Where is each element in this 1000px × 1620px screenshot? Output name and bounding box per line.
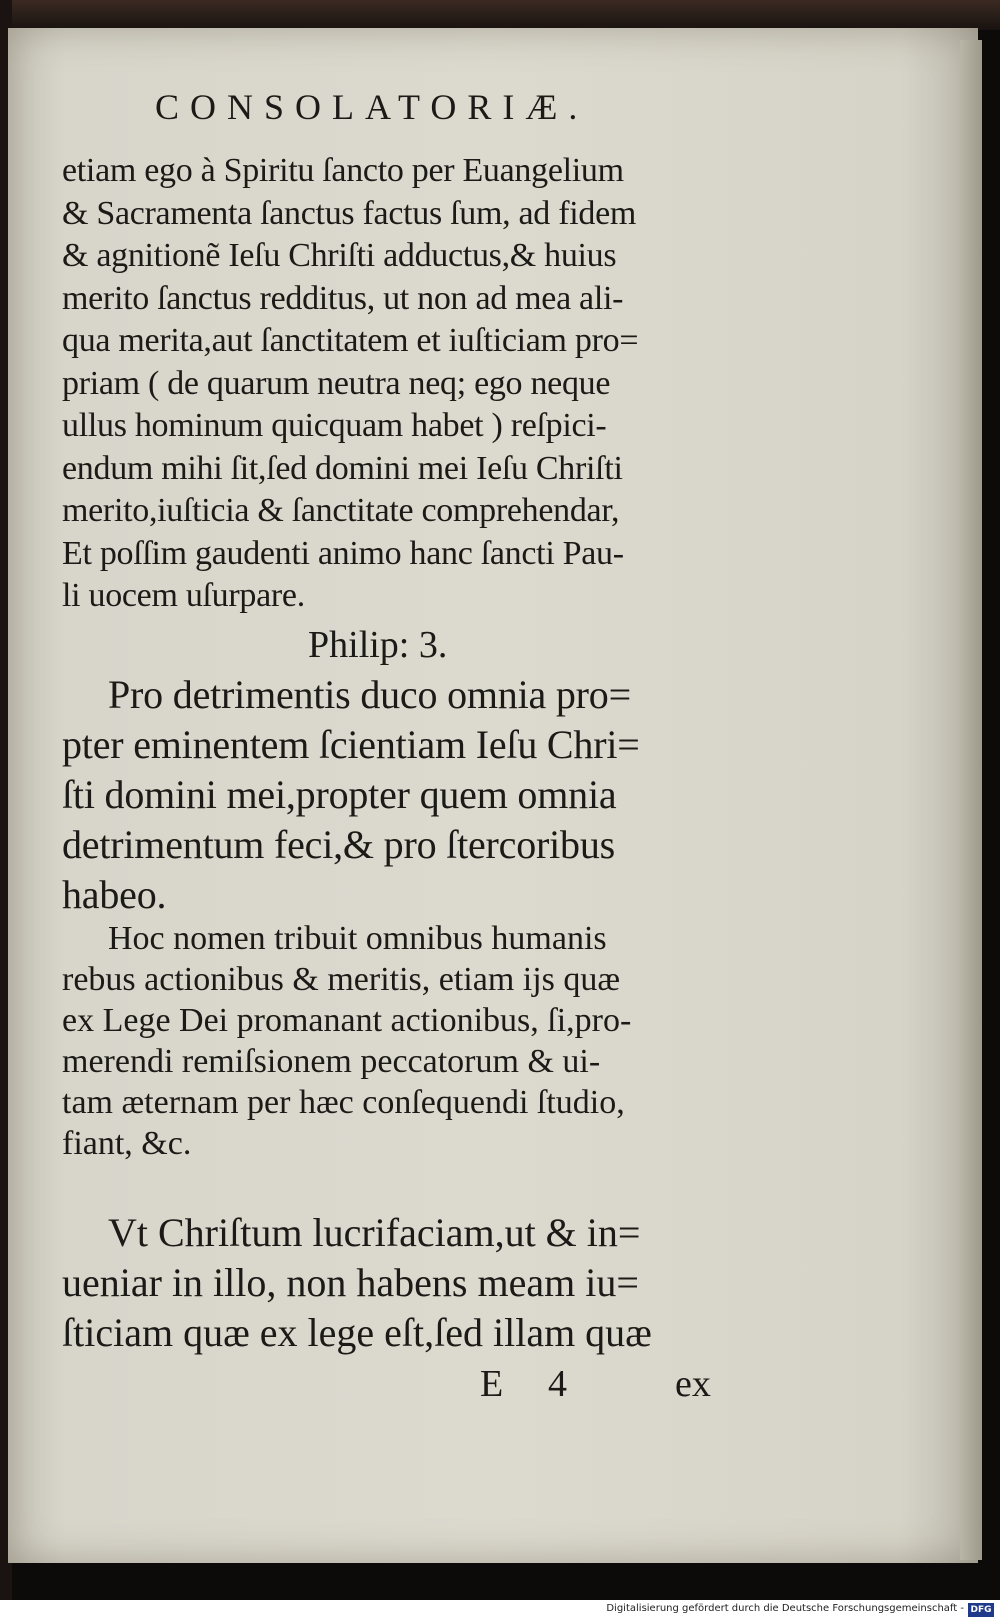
book-top-edge: [0, 0, 1000, 30]
quote-line: habeo.: [62, 872, 167, 917]
quote-line: Vt Chriſtum lucrifaciam,ut & in=: [108, 1210, 641, 1255]
body-line: merito ſanctus redditus, ut non ad mea ali-: [62, 279, 624, 317]
quote-line: pter eminentem ſcientiam Ieſu Chri=: [62, 722, 640, 767]
body-line: merito,iuſticia & ſanctitate comprehendar,: [62, 492, 620, 529]
commentary-line: merendi remiſsionem peccatorum & ui-: [62, 1043, 601, 1080]
quote-line: Pro detrimentis duco omnia pro=: [108, 672, 631, 717]
signature-mark-number: 4: [548, 1363, 567, 1405]
running-head: CONSOLATORIÆ.: [155, 87, 589, 127]
catchword: ex: [675, 1363, 711, 1405]
commentary-line: tam æternam per hæc conſequendi ſtudio,: [62, 1084, 625, 1121]
dfg-logo: DFG: [968, 1603, 994, 1617]
funding-credit: Digitalisierung gefördert durch die Deutsche Forschungsgemeinschaft -: [606, 1603, 964, 1614]
body-line: ullus hominum quicquam habet ) reſpici-: [62, 407, 607, 444]
body-line: etiam ego à Spiritu ſancto per Euangelium: [62, 152, 624, 189]
body-paragraph: [62, 150, 722, 618]
scripture-quote: [62, 670, 722, 920]
second-scripture-quote: [62, 1208, 722, 1358]
commentary-line: ex Lege Dei promanant actionibus, ſi,pro-: [62, 1002, 632, 1039]
body-line: li uocem uſurpare.: [62, 577, 305, 614]
quote-line: ueniar in illo, non habens meam iu=: [62, 1260, 639, 1305]
body-line: Et poſſim gaudenti animo hanc ſancti Pau-: [62, 534, 624, 572]
body-line: qua merita,aut ſanctitatem et iuſticiam pro=: [62, 322, 639, 359]
quote-line: ſti domini mei,propter quem omnia: [62, 772, 617, 817]
body-line: priam ( de quarum neutra neq; ego neque: [62, 364, 611, 402]
body-line: endum mihi ſit,ſed domini mei Ieſu Chriſti: [62, 449, 623, 487]
quote-line: ſticiam quæ ex lege eſt,ſed illam quæ: [62, 1310, 652, 1355]
commentary-paragraph: [62, 918, 722, 1164]
body-line: & agnitionẽ Ieſu Chriſti adductus,& huius: [62, 237, 617, 274]
commentary-line: rebus actionibus & meritis, etiam ijs quæ: [62, 961, 621, 998]
page-fore-edge: [960, 40, 982, 1560]
body-line: & Sacramenta ſanctus factus ſum, ad fidem: [62, 194, 637, 232]
signature-mark-letter: E: [480, 1363, 504, 1405]
commentary-line: Hoc nomen tribuit omnibus humanis: [108, 920, 607, 957]
quote-line: detrimentum feci,& pro ſtercoribus: [62, 822, 616, 867]
commentary-line: fiant, &c.: [62, 1125, 192, 1162]
scripture-reference: Philip: 3.: [308, 624, 448, 666]
